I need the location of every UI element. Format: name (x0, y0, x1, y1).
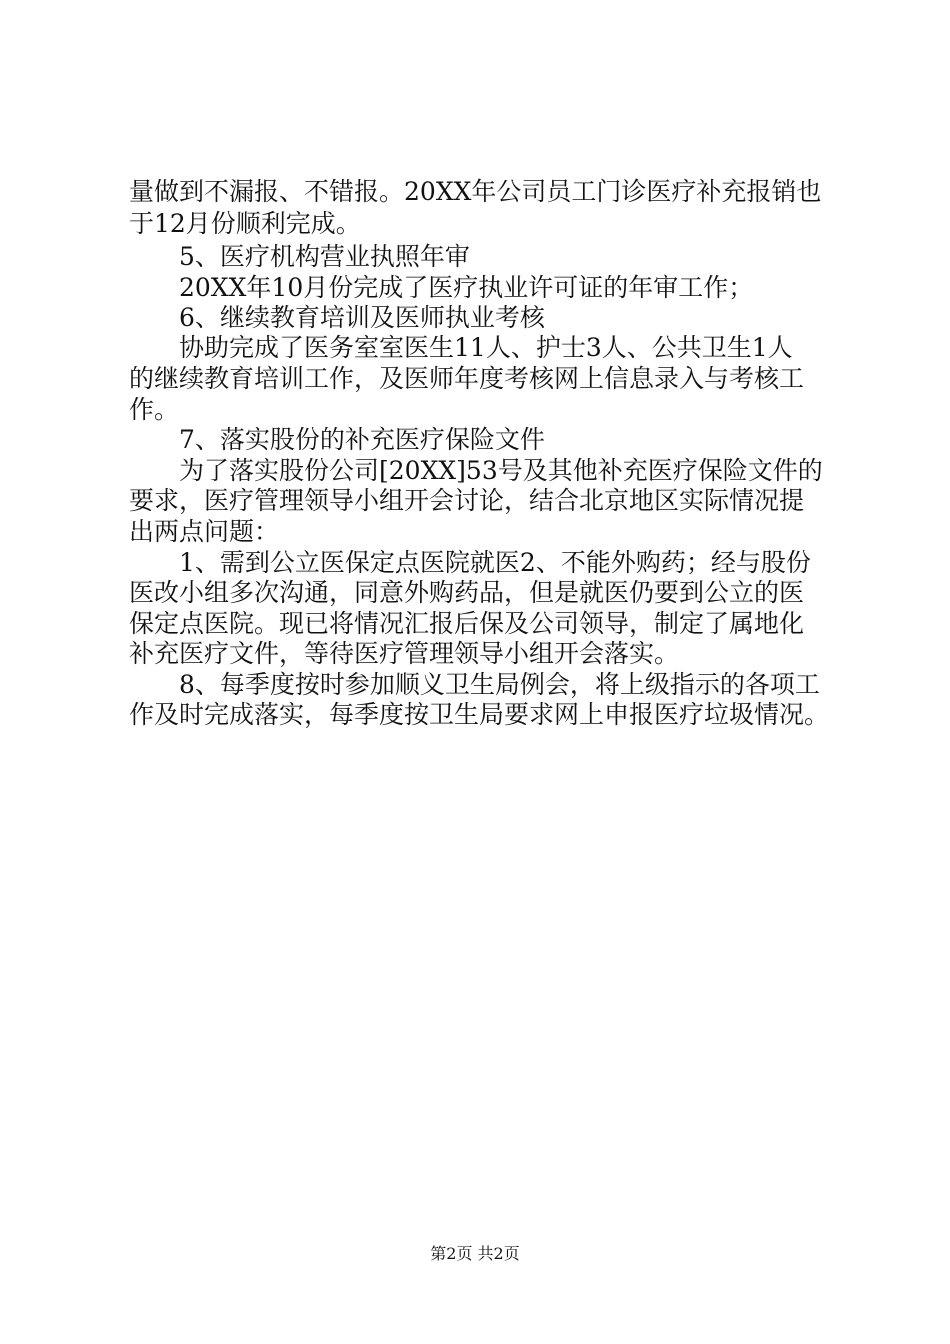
text-line-1: 量做到不漏报、不错报。20XX年公司员工门诊医疗补充报销也 (129, 177, 822, 206)
text-line-10: 为了落实股份公司[20XX]53号及其他补充医疗保险文件的 (179, 456, 823, 485)
text-line-12: 出两点问题： (129, 517, 280, 546)
page-number: 第2页 共2页 (430, 1244, 520, 1263)
text-line-9: 7、落实股份的补充医疗保险文件 (179, 425, 545, 454)
text-line-3: 5、医疗机构营业执照年审 (179, 242, 470, 271)
text-line-14: 医改小组多次沟通，同意外购药品，但是就医仍要到公立的医 (129, 578, 805, 607)
text-line-11: 要求，医疗管理领导小组开会讨论，结合北京地区实际情况提 (129, 486, 805, 515)
text-line-18: 作及时完成落实，每季度按卫生局要求网上申报医疗垃圾情况。 (129, 700, 830, 729)
text-line-8: 作。 (129, 395, 180, 424)
text-line-17: 8、每季度按时参加顺义卫生局例会，将上级指示的各项工 (179, 670, 820, 699)
text-line-6: 协助完成了医务室室医生11人、护士3人、公共卫生1人 (179, 333, 793, 362)
text-line-4: 20XX年10月份完成了医疗执业许可证的年审工作； (179, 273, 754, 302)
text-line-7: 的继续教育培训工作，及医师年度考核网上信息录入与考核工 (129, 364, 805, 393)
text-line-16: 补充医疗文件，等待医疗管理领导小组开会落实。 (129, 639, 680, 668)
text-line-13: 1、需到公立医保定点医院就医2、不能外购药；经与股份 (179, 548, 811, 577)
text-line-2: 于12月份顺利完成。 (129, 209, 361, 238)
text-line-15: 保定点医院。现已将情况汇报后保及公司领导，制定了属地化 (129, 609, 805, 638)
text-line-5: 6、继续教育培训及医师执业考核 (179, 303, 545, 332)
